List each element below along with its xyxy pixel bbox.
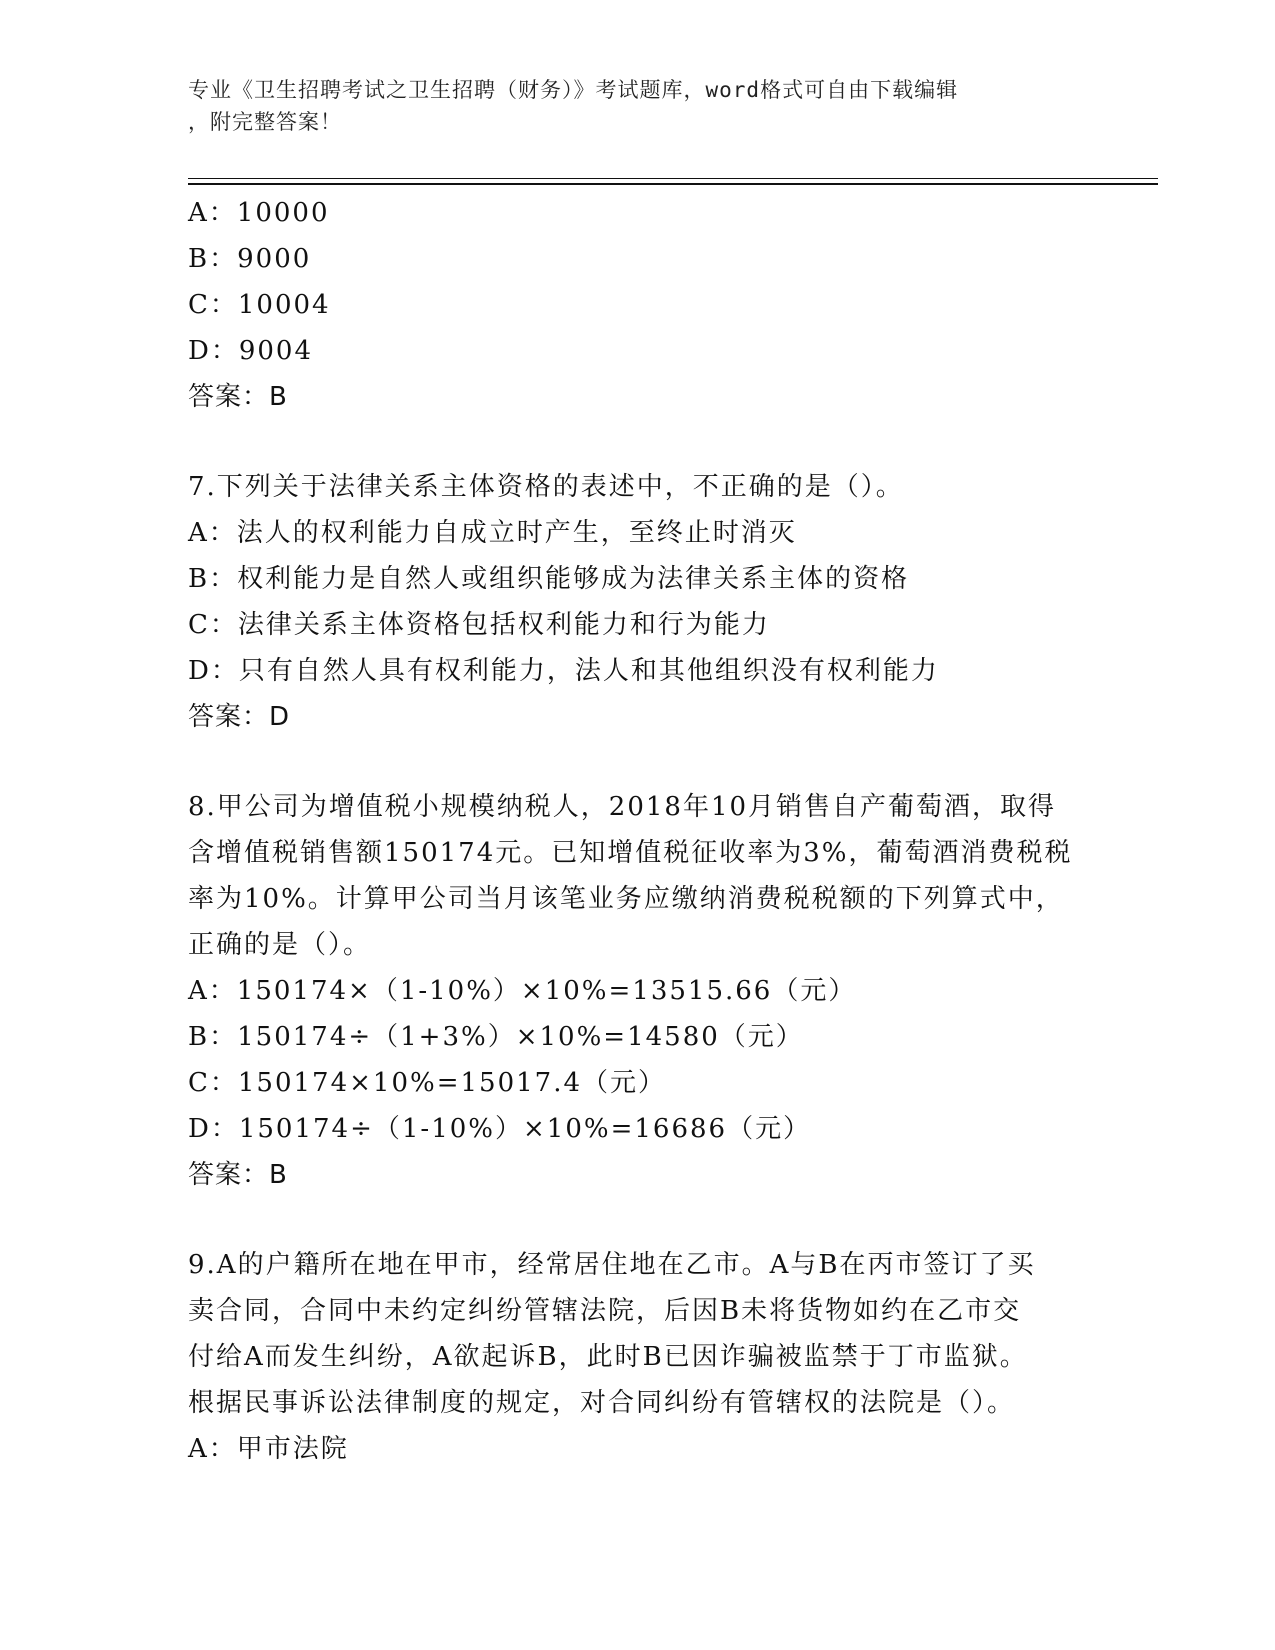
option-c: C：150174×10%=15017.4（元）	[188, 1068, 667, 1098]
question-stem-line-3: 率为10%。计算甲公司当月该笔业务应缴纳消费税税额的下列算式中，	[188, 884, 1064, 914]
spacer	[188, 740, 1088, 784]
question-stem-line-1: 8.甲公司为增值税小规模纳税人，2018年10月销售自产葡萄酒，取得	[188, 792, 1057, 822]
question-stem-line-2: 含增值税销售额150174元。已知增值税征收率为3%，葡萄酒消费税税	[188, 838, 1073, 868]
spacer	[188, 1198, 1088, 1242]
question-9	[188, 1242, 1088, 1472]
option-d: D：9004	[188, 336, 314, 366]
option-d: D：只有自然人具有权利能力，法人和其他组织没有权利能力	[188, 656, 939, 686]
question-stem-line-2: 卖合同，合同中未约定纠纷管辖法院，后因B未将货物如约在乙市交	[188, 1296, 1022, 1326]
spacer	[188, 420, 1088, 464]
answer-line: 答案：B	[188, 1160, 288, 1190]
option-a: A：10000	[188, 198, 330, 228]
option-d: D：150174÷（1-10%）×10%=16686（元）	[188, 1114, 812, 1144]
option-c: C：10004	[188, 290, 331, 320]
option-b: B：150174÷（1+3%）×10%=14580（元）	[188, 1022, 804, 1052]
document-header	[188, 74, 1088, 138]
option-c: C：法律关系主体资格包括权利能力和行为能力	[188, 610, 770, 640]
question-8	[188, 784, 1088, 1198]
question-stem: 7.下列关于法律关系主体资格的表述中，不正确的是（）。	[188, 472, 904, 502]
header-subtitle-line: ，附完整答案！	[188, 110, 342, 134]
header-divider-thin	[188, 178, 1158, 179]
question-6	[188, 190, 1088, 420]
question-stem-line-3: 付给A而发生纠纷，A欲起诉B，此时B已因诈骗被监禁于丁市监狱。	[188, 1342, 1028, 1372]
option-a: A：甲市法院	[188, 1434, 349, 1464]
option-b: B：权利能力是自然人或组织能够成为法律关系主体的资格	[188, 564, 910, 594]
question-stem-line-4: 正确的是（）。	[188, 930, 372, 960]
option-a: A：法人的权利能力自成立时产生，至终止时消灭	[188, 518, 797, 548]
option-a: A：150174×（1-10%）×10%=13515.66（元）	[188, 976, 857, 1006]
question-content	[188, 190, 1088, 1472]
question-7	[188, 464, 1088, 740]
option-b: B：9000	[188, 244, 312, 274]
header-divider-thick	[188, 183, 1158, 185]
question-stem-line-4: 根据民事诉讼法律制度的规定，对合同纠纷有管辖权的法院是（）。	[188, 1388, 1016, 1418]
question-stem-line-1: 9.A的户籍所在地在甲市，经常居住地在乙市。A与B在丙市签订了买	[188, 1250, 1036, 1280]
answer-line: 答案：D	[188, 702, 291, 732]
header-title-line: 专业《卫生招聘考试之卫生招聘（财务）》考试题库，word格式可自由下载编辑	[188, 78, 959, 102]
answer-line: 答案：B	[188, 382, 288, 412]
